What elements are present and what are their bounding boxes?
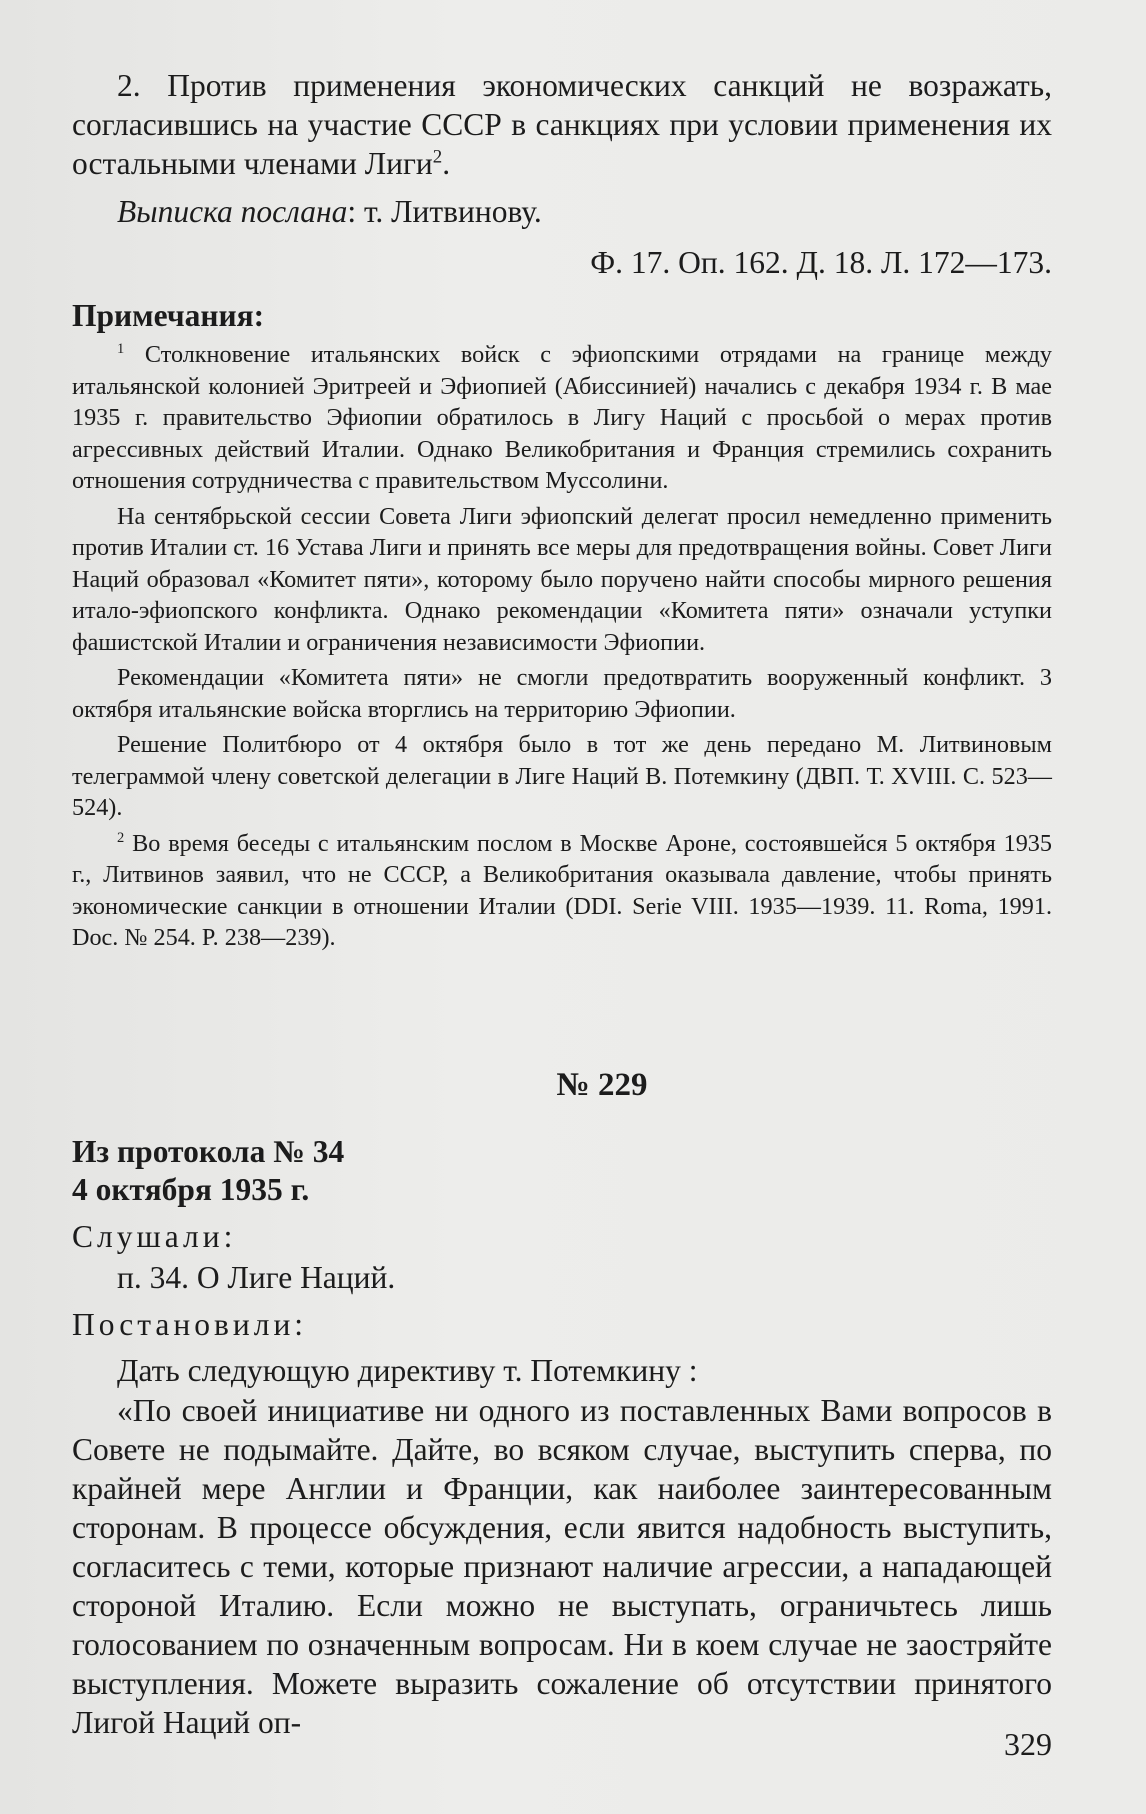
footnote-2-mark: 2: [117, 829, 125, 846]
archive-reference: Ф. 17. Оп. 162. Д. 18. Л. 172—173.: [590, 245, 1052, 280]
directive-text: «По своей инициативе ни одного из поставленных Вами вопросов в Совете не подымайте. Дайте, во всяком случае, выступить сперва, по крайней мере Англии и Франции, как наиболее заинтересованным сторонам. В процессе обсуждения, если явится надобность выступить, согласитесь с теми, которые признают наличие агрессии, а нападающей стороной Италию. Если можно не выступать, ограничьтесь лишь голосованием по означенным вопросам. Ни в коем случае не заостряйте выступления. Можете выразить сожаление об отсутствии принятого Лигой Наций оп-: [72, 1393, 1052, 1740]
document-number: № 229: [556, 1067, 648, 1103]
heard-label: Слушали:: [72, 1219, 237, 1254]
notes-block: [72, 339, 1052, 954]
footnote-2: $^2$ Во время беседы с итальянским послом в Москве Ароне, состоявшейся 5 октября 1935 г., Литвинов заявил, что не СССР, а Великобритания оказывала давление, чтобы принять экономические санкции в отношении Италии (DDI. Serie VIII. 1935—1939. 11. Roma, 1991. Doc. № 254. P. 238—239).: [72, 829, 1052, 951]
protocol-title: Из протокола № 34: [72, 1134, 345, 1169]
sent-to-line: [72, 192, 1052, 231]
footnote-1-mark: 1: [117, 340, 125, 357]
notes-heading: Примечания:: [72, 298, 265, 333]
footnote-1-para-3: Рекомендации «Комитета пяти» не смогли предотвратить вооруженный конфликт. 3 октября итальянские войска вторглись на территорию Эфиопии.: [72, 664, 1052, 723]
directive-intro: Дать следующую директиву т. Потемкину :: [117, 1353, 698, 1388]
decided-label: Постановили:: [72, 1307, 308, 1342]
footnote-1: $^1$ Столкновение итальянских войск с эфиопскими отрядами на границе между итальянской колонией Эритреей и Эфиопией (Абиссинией) начались с декабря 1934 г. В мае 1935 г. правительство Эфиопии обратилось в Лигу Наций с просьбой о мерах против агрессивных действий Италии. Однако Великобритания и Франция стремились сохранить отношения сотрудничества с правительством Муссолини.: [72, 340, 1052, 494]
footnote-1-para-4: Решение Политбюро от 4 октября было в тот же день передано М. Литвиновым телеграммой члену советской делегации в Лиге Наций В. Потемкину (ДВП. Т. XVIII. С. 523—524).: [72, 731, 1052, 821]
point-2-text: 2. Против применения экономических санкций не возражать, согласившись на участие СССР в санкциях при условии применения их остальными членами Лиги: [72, 68, 1052, 181]
sent-recipient: : т. Литвинову.: [347, 194, 542, 229]
heard-item: п. 34. О Лиге Наций.: [117, 1260, 396, 1295]
page-number: 329: [1004, 1726, 1052, 1762]
footnote-ref-2: 2: [432, 146, 443, 168]
sent-label: Выписка послана: [117, 194, 348, 229]
protocol-date: 4 октября 1935 г.: [72, 1172, 310, 1207]
resolution-point-2: 2. Против применения экономических санкций не возражать, согласившись на участие СССР в санкциях при условии применения их остальными членами Лиги$^2$.: [72, 68, 1052, 181]
footnote-1-para-2: На сентябрьской сессии Совета Лиги эфиопский делегат просил немедленно применить против Италии ст. 16 Устава Лиги и принять все меры для предотвращения войны. Совет Лиги Наций образовал «Комитет пяти», которому было поручено найти способы мирного решения итало-эфиопского конфликта. Однако рекомендации «Комитета пяти» означали уступки фашистской Италии и ограничения независимости Эфиопии.: [72, 502, 1052, 656]
